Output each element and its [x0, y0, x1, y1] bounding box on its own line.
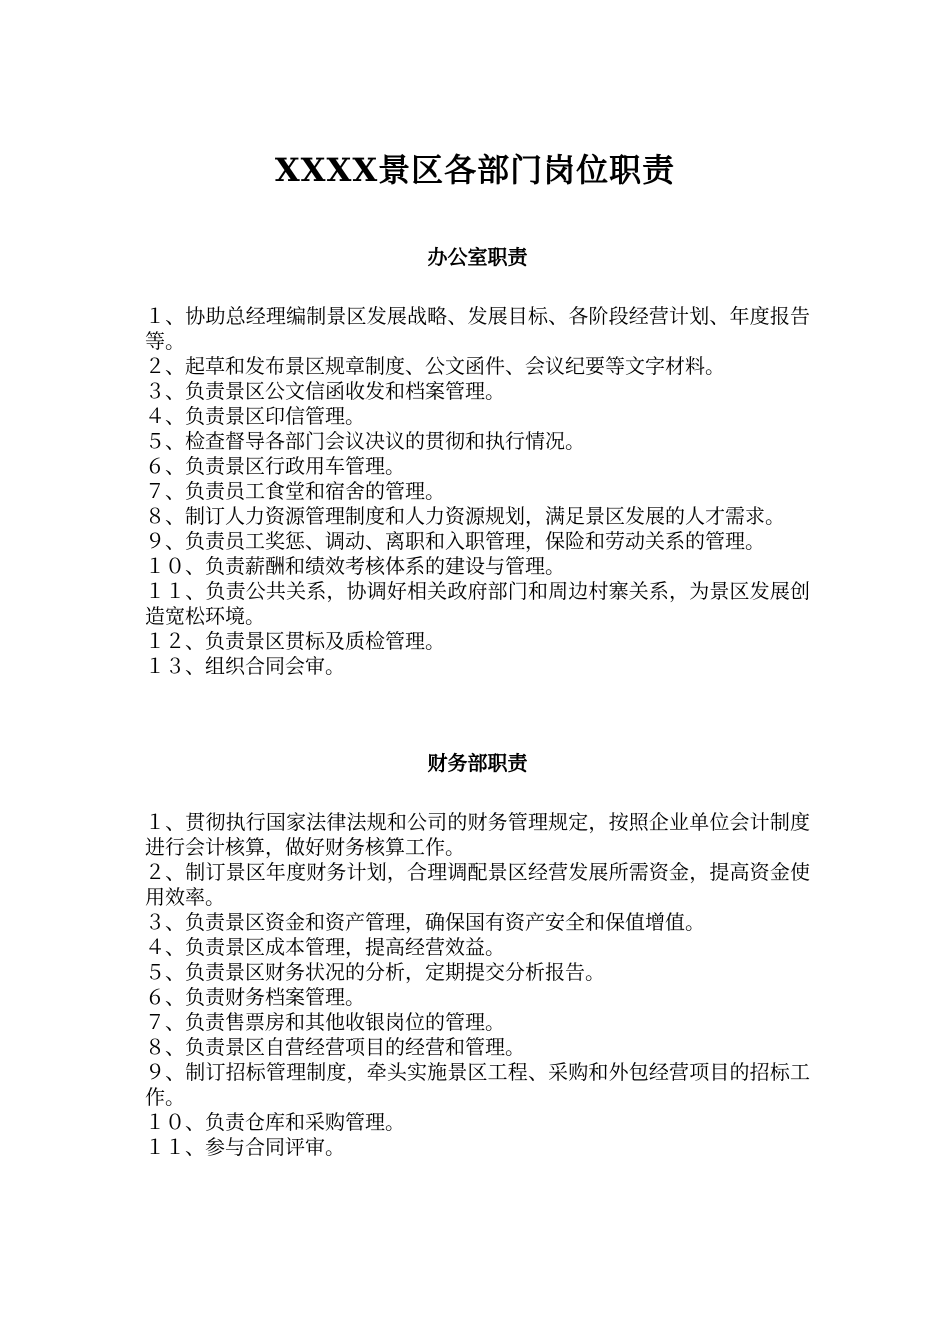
office-duty-list	[145, 304, 810, 679]
office-duty-item: ５、检查督导各部门会议决议的贯彻和执行情况。	[145, 429, 585, 453]
office-duty-item: ８、制订人力资源管理制度和人力资源规划，满足景区发展的人才需求。	[145, 504, 785, 528]
finance-section-heading: 财务部职责	[427, 751, 528, 775]
office-duty-item: １、协助总经理编制景区发展战略、发展目标、各阶段经营计划、年度报告等。	[145, 304, 810, 353]
finance-duty-item: ７、负责售票房和其他收银岗位的管理。	[145, 1010, 505, 1034]
office-duty-item: １３、组织合同会审。	[145, 654, 345, 678]
finance-duty-item: １、贯彻执行国家法律法规和公司的财务管理规定，按照企业单位会计制度进行会计核算，做好财务核算工作。	[145, 810, 810, 859]
finance-duty-item: ４、负责景区成本管理，提高经营效益。	[145, 935, 505, 959]
office-duty-item: １２、负责景区贯标及质检管理。	[145, 629, 445, 653]
finance-duty-item: ８、负责景区自营经营项目的经营和管理。	[145, 1035, 525, 1059]
office-duty-item: ２、起草和发布景区规章制度、公文函件、会议纪要等文字材料。	[145, 354, 725, 378]
finance-duty-list	[145, 810, 810, 1160]
finance-duty-item: １１、参与合同评审。	[145, 1135, 345, 1159]
office-section-heading: 办公室职责	[427, 245, 528, 269]
office-duty-item: ６、负责景区行政用车管理。	[145, 454, 405, 478]
office-duty-item: １１、负责公共关系，协调好相关政府部门和周边村寨关系，为景区发展创造宽松环境。	[145, 579, 810, 628]
finance-duty-item: １０、负责仓库和采购管理。	[145, 1110, 405, 1134]
office-duty-item: ４、负责景区印信管理。	[145, 404, 365, 428]
office-section	[145, 240, 810, 679]
finance-section	[145, 746, 810, 1160]
finance-duty-item: ９、制订招标管理制度，牵头实施景区工程、采购和外包经营项目的招标工作。	[145, 1060, 810, 1109]
office-duty-item: １０、负责薪酬和绩效考核体系的建设与管理。	[145, 554, 565, 578]
office-duty-item: ７、负责员工食堂和宿舍的管理。	[145, 479, 445, 503]
office-duty-item: ３、负责景区公文信函收发和档案管理。	[145, 379, 505, 403]
finance-duty-item: ２、制订景区年度财务计划，合理调配景区经营发展所需资金，提高资金使用效率。	[145, 860, 810, 909]
document-title: XXXX景区各部门岗位职责	[274, 151, 676, 189]
finance-duty-item: ６、负责财务档案管理。	[145, 985, 365, 1009]
office-duty-item: ９、负责员工奖惩、调动、离职和入职管理，保险和劳动关系的管理。	[145, 529, 765, 553]
finance-duty-item: ３、负责景区资金和资产管理，确保国有资产安全和保值增值。	[145, 910, 705, 934]
finance-duty-item: ５、负责景区财务状况的分析，定期提交分析报告。	[145, 960, 605, 984]
